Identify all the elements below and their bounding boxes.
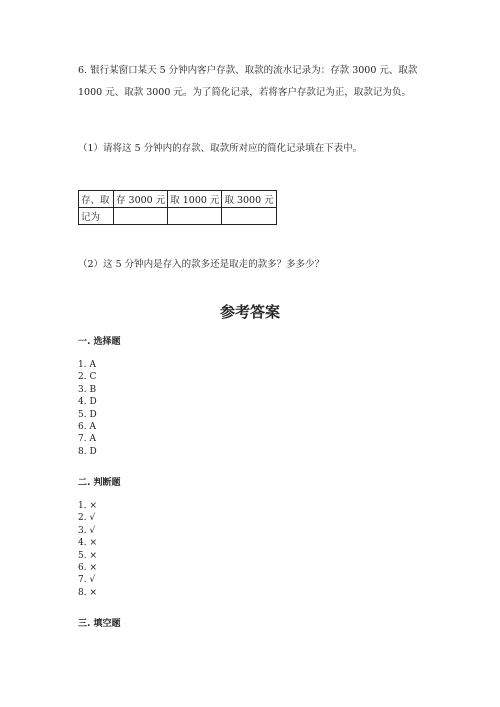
table-cell: 存、取 (79, 191, 114, 208)
judge-answer-list (78, 500, 97, 599)
question-6-line-1: 6. 银行某窗口某天 5 分钟内客户存款、取款的流水记录为：存款 3000 元、取款 (78, 65, 418, 76)
section-fill-title: 三. 填空题 (78, 619, 121, 629)
list-item: 6. A (78, 422, 96, 433)
table-row (79, 208, 277, 225)
table-cell: 记为 (79, 208, 114, 225)
list-item: 1. A (78, 360, 96, 370)
table-cell (114, 208, 168, 225)
table-cell: 存 3000 元 (114, 191, 168, 208)
table-cell (168, 208, 222, 225)
question-6 (78, 60, 438, 104)
list-item: 2. √ (78, 513, 96, 524)
list-item: 8. D (78, 446, 97, 457)
list-item: 1. × (78, 501, 97, 511)
answers-title: 参考答案 (219, 303, 280, 321)
question-6-line-2: 1000 元、取款 3000 元。为了简化记录，若将客户存款记为正，取款记为负。 (78, 87, 411, 98)
record-table (78, 190, 277, 225)
list-item: 5. D (78, 409, 97, 420)
list-item: 8. × (78, 587, 97, 598)
list-item: 2. C (78, 372, 97, 383)
list-item: 7. √ (78, 575, 96, 586)
sub-question-2: （2）这 5 分钟内是存入的款多还是取走的款多？多多少？ (78, 259, 325, 270)
list-item: 4. × (78, 538, 97, 549)
sub-question-1: （1）请将这 5 分钟内的存款、取款所对应的简化记录填在下表中。 (78, 143, 363, 154)
list-item: 7. A (78, 434, 96, 445)
list-item: 6. × (78, 563, 97, 574)
choice-answer-list (78, 359, 97, 458)
list-item: 3. B (78, 384, 97, 395)
list-item: 5. × (78, 550, 97, 561)
section-choice-title: 一. 选择题 (78, 337, 121, 347)
table-cell: 取 1000 元 (168, 191, 222, 208)
table-cell (222, 208, 276, 225)
table-cell: 取 3000 元 (222, 191, 276, 208)
section-judge-title: 二. 判断题 (78, 478, 121, 488)
list-item: 4. D (78, 397, 97, 408)
list-item: 3. √ (78, 525, 96, 536)
table-row (79, 191, 277, 208)
